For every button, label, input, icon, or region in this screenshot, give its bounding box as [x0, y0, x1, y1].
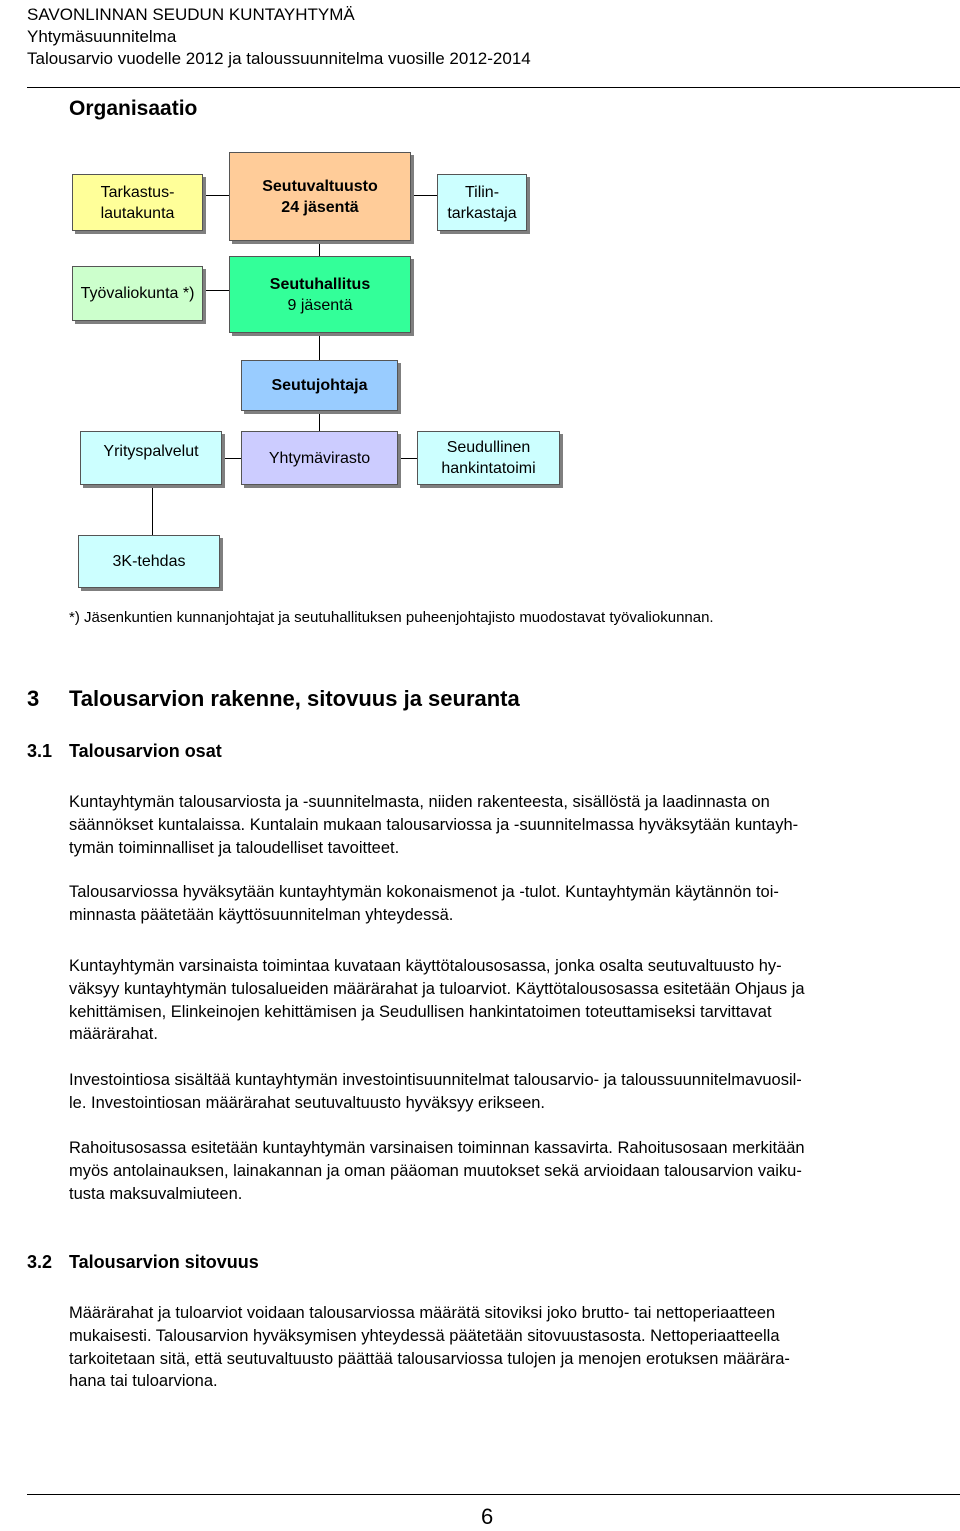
- section-number: 3: [27, 686, 40, 711]
- box-label: 9 jäsentä: [287, 296, 353, 314]
- connector: [152, 484, 153, 535]
- text-line: Rahoitusosassa esitetään kuntayhtymän varsinaisen toiminnan kassavirta. Rahoitusosaan merkitään: [69, 1139, 805, 1157]
- paragraph-4: [69, 1069, 959, 1115]
- text-line: väksyy kuntayhtymän tulosalueiden määrärahat ja tuloarviot. Käyttötalousosassa esitetään Ohjaus ja: [69, 979, 805, 998]
- seutujohtaja-box: [241, 360, 398, 411]
- text-line: säännökset kuntalaissa. Kuntalain mukaan talousarviossa ja -suunnitelmassa hyväksytään kuntayh-: [69, 815, 799, 834]
- text-line: le. Investointiosan määrärahat seutuvaltuusto hyväksyy erikseen.: [69, 1093, 546, 1112]
- header-budget: Talousarvio vuodelle 2012 ja taloussuunnitelma vuosille 2012-2014: [27, 49, 531, 68]
- box-label: Tilin-: [464, 183, 500, 201]
- text-line: tusta maksuvalmiuteen.: [69, 1184, 243, 1203]
- tyovaliokunta-box: [72, 266, 203, 321]
- section-3-2-heading: [27, 1252, 259, 1273]
- box-label: Työvaliokunta *): [80, 285, 195, 302]
- header-org: SAVONLINNAN SEUDUN KUNTAYHTYMÄ: [27, 5, 355, 24]
- connector: [203, 195, 229, 196]
- connector: [397, 458, 417, 459]
- text-line: tymän toiminnalliset ja taloudelliset tavoitteet.: [69, 838, 400, 857]
- organisation-title: Organisaatio: [69, 97, 198, 120]
- box-label: hankintatoimi: [441, 460, 536, 477]
- text-line: myös antolainauksen, lainakannan ja oman pääoman muutokset sekä arvioidaan talousarvion vaiku-: [69, 1161, 802, 1180]
- box-label: lautakunta: [100, 204, 175, 222]
- box-label: 3K-tehdas: [112, 553, 186, 570]
- hankintatoimi-box: [417, 431, 560, 485]
- connector: [203, 290, 229, 291]
- tilintarkastaja-box: [437, 174, 527, 231]
- section-3-1-heading: [27, 741, 222, 762]
- text-line: määrärahat.: [69, 1025, 158, 1044]
- section-title: Talousarvion rakenne, sitovuus ja seuranta: [69, 686, 520, 711]
- box-label: Tarkastus-: [100, 183, 175, 201]
- section-3-heading: [27, 686, 520, 712]
- connector: [319, 410, 320, 433]
- org-footnote: *) Jäsenkuntien kunnanjohtajat ja seutuhallituksen puheenjohtajisto muodostavat työvaliokunnan.: [69, 609, 714, 626]
- section-number: 3.2: [27, 1252, 53, 1272]
- connector: [319, 240, 320, 257]
- box-label: Yhtymävirasto: [268, 449, 371, 467]
- text-line: tarkoitetaan sitä, että seutuvaltuusto päättää talousarviossa tulojen ja menojen erotuksen määrära-: [69, 1349, 790, 1368]
- connector: [319, 332, 320, 361]
- yhtymavirasto-box: [241, 431, 398, 485]
- text-line: Talousarviossa hyväksytään kuntayhtymän kokonaismenot ja -tulot. Kuntayhtymän käytännön toi-: [69, 883, 779, 901]
- text-line: mukaisesti. Talousarvion hyväksymisen yhteydessä päätetään sitovuustasosta. Nettoperiaatteella: [69, 1326, 780, 1345]
- text-line: hana tai tuloarviona.: [69, 1372, 218, 1391]
- seutuvaltuusto-box: [229, 152, 411, 241]
- 3k-tehdas-box: [78, 535, 220, 588]
- connector: [222, 458, 241, 459]
- text-line: Investointiosa sisältää kuntayhtymän investointisuunnitelmat talousarvio- ja taloussuunnitelmavuosil-: [69, 1071, 802, 1089]
- box-label: 24 jäsentä: [281, 198, 359, 216]
- seutuhallitus-box: [229, 256, 411, 333]
- box-label: Seutuhallitus: [269, 275, 371, 293]
- paragraph-6: [69, 1302, 959, 1393]
- yrityspalvelut-box: [80, 431, 222, 485]
- paragraph-2: [69, 881, 959, 927]
- footer-rule: [27, 1494, 960, 1495]
- box-label: Yrityspalvelut: [103, 443, 199, 460]
- section-title: Talousarvion sitovuus: [69, 1252, 259, 1272]
- text-line: kehittämisen, Elinkeinojen kehittämisen ja Seudullisen hankintatoimen toteuttamiseksi tarvittavat: [69, 1002, 772, 1021]
- paragraph-5: [69, 1137, 959, 1205]
- box-label: Seutujohtaja: [271, 377, 368, 394]
- header-rule: [27, 87, 960, 88]
- paragraph-3: [69, 955, 959, 1046]
- text-line: Määrärahat ja tuloarviot voidaan talousarviossa määrätä sitoviksi joko brutto- tai nettoperiaatteen: [69, 1304, 776, 1322]
- header-plan: Yhtymäsuunnitelma: [27, 27, 177, 46]
- box-label: Seutuvaltuusto: [262, 177, 378, 195]
- text-line: Kuntayhtymän talousarviosta ja -suunnitelmasta, niiden rakenteesta, sisällöstä ja laadinnasta on: [69, 793, 770, 811]
- box-label: tarkastaja: [447, 204, 517, 222]
- connector: [410, 195, 437, 196]
- page-number: 6: [481, 1504, 494, 1529]
- text-line: Kuntayhtymän varsinaista toimintaa kuvataan käyttötalousosassa, jonka osalta seutuvaltuusto hy-: [69, 957, 782, 975]
- section-title: Talousarvion osat: [69, 741, 222, 761]
- section-number: 3.1: [27, 741, 53, 761]
- paragraph-1: [69, 791, 959, 859]
- tarkastuslautakunta-box: [72, 174, 203, 231]
- text-line: minnasta päätetään käyttösuunnitelman yhteydessä.: [69, 905, 454, 924]
- box-label: Seudullinen: [446, 439, 531, 456]
